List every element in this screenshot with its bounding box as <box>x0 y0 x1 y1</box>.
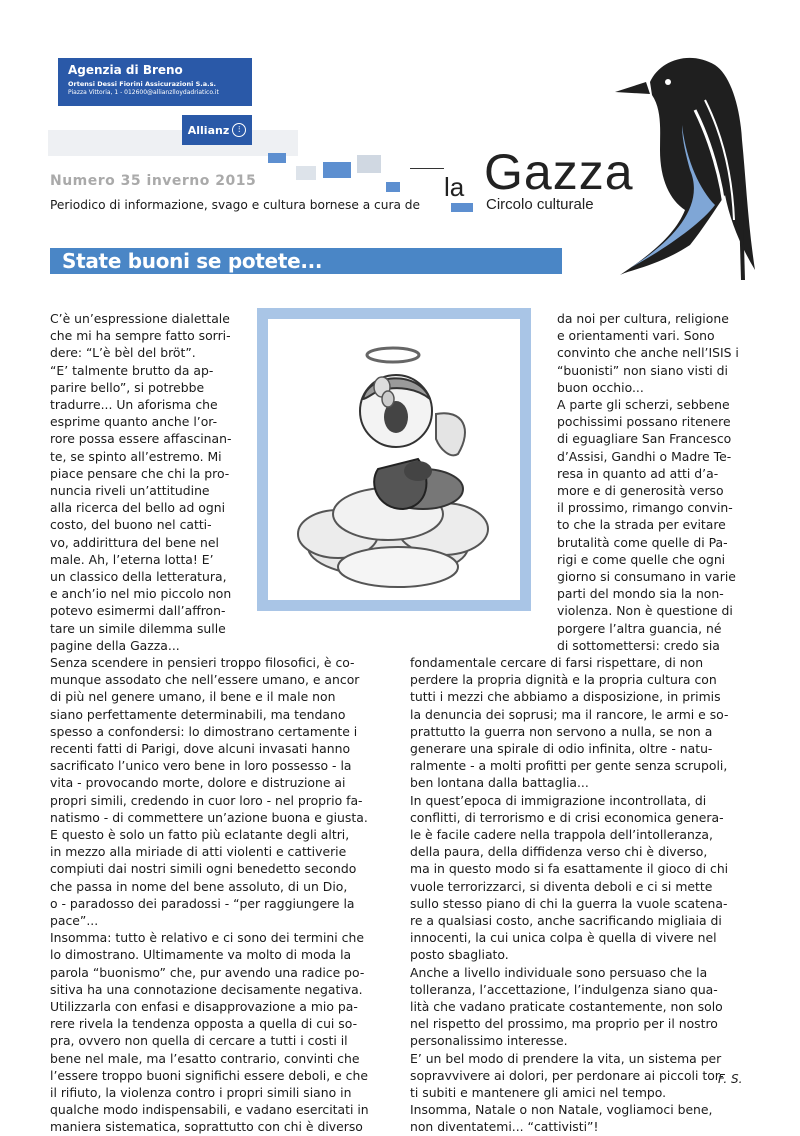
illustration-panel <box>268 319 520 600</box>
deco-square <box>296 166 316 180</box>
agency-company: Ortensi Dessi Fiorini Assicurazioni S.a.s. <box>68 80 216 88</box>
article-line: in mezzo alla miriade di atti violenti e cattiverie <box>50 844 347 860</box>
article-line: to che la strada per evitare <box>557 517 726 533</box>
deco-square <box>268 153 286 163</box>
article-line: parire bello”, si potrebbe <box>50 379 205 395</box>
article-line: compiuti dai nostri simili ogni benedetto secondo <box>50 861 357 877</box>
article-signature: F. S. <box>718 1072 743 1086</box>
article-line: Insomma, Natale o non Natale, vogliamoci bene, <box>410 1102 713 1118</box>
article-line: tutti i mezzi che abbiamo a disposizione, in primis <box>410 689 721 705</box>
issue-label: Numero 35 inverno 2015 <box>50 173 257 189</box>
article-line: vuole terrorizzarci, si diventa deboli e ci si mette <box>410 878 713 894</box>
article-line: posto sbagliato. <box>410 947 509 963</box>
illustration-frame <box>257 308 531 611</box>
allianz-logo <box>182 115 252 145</box>
article-line: “buonisti” non siano visti di <box>557 362 728 378</box>
article-line: Utilizzarla con enfasi e disapprovazione a mio pa- <box>50 999 358 1014</box>
masthead-la: la <box>444 172 465 202</box>
allianz-eagle-icon: ⫶ <box>232 123 246 137</box>
article-line: dere: “L’è bèl del bröt”. <box>50 345 196 361</box>
article-line: non diventatemi... “cattivisti”! <box>410 1119 599 1135</box>
article-line: propri simili, credendo in cuor loro - nel proprio fa- <box>50 792 363 808</box>
deco-square <box>357 155 381 173</box>
article-line: tolleranza, l’accettazione, l’indulgenza siano qua- <box>410 981 718 997</box>
article-line: violenza. Non è questione di <box>557 603 733 619</box>
article-line: “E’ talmente brutto da ap- <box>50 362 214 378</box>
masthead-tagline: Circolo culturale <box>486 196 594 213</box>
article-line: generare una spirale di odio infinita, oltre - natu- <box>410 741 713 756</box>
article-line: Anche a livello individuale sono persuaso che la <box>410 964 708 980</box>
article-line: C’è un’espressione dialettale <box>50 311 230 326</box>
angel-on-cloud-illustration <box>268 319 520 600</box>
article-line: esprime quanto anche l’or- <box>50 414 218 430</box>
article-line: male. Ah, l’eterna lotta! E’ <box>50 551 214 567</box>
periodical-subtitle: Periodico di informazione, svago e cultura bornese a cura de <box>50 198 421 212</box>
article-line: alla ricerca del bello ad ogni <box>50 500 226 516</box>
article-line: vo, addirittura del bene nel <box>50 534 219 550</box>
article-line: che passa in nome del bene assoluto, di un Dio, <box>50 878 348 894</box>
agency-strip <box>48 130 298 156</box>
article-line: natismo - di commettere un’azione buona e giusta. <box>50 809 368 825</box>
article-line: e orientamenti vari. Sono <box>557 328 715 344</box>
article-line: parola “buonismo” che, pur avendo una radice po- <box>50 964 365 980</box>
article-line: un classico della letteratura, <box>50 569 227 584</box>
article-line: E’ un bel modo di prendere la vita, un sistema per <box>410 1050 722 1066</box>
article-line: sullo stesso piano di chi la guerra la vuole scatena- <box>410 895 728 911</box>
article-line: sitiva ha una connotazione decisamente negativa. <box>50 981 363 997</box>
deco-square <box>386 182 400 192</box>
article-line: fondamentale cercare di farsi rispettare, di non <box>410 655 704 670</box>
magpie-bird-logo <box>590 30 760 280</box>
article-line: siano perfettamente determinabili, ma tendano <box>50 706 346 722</box>
article-line: pagine della Gazza... <box>50 637 180 653</box>
article-line: maniera sistematica, soprattutto con chi è diverso <box>50 1119 363 1135</box>
article-line: perdere la propria dignità e la propria cultura con <box>410 672 717 688</box>
article-line: d’Assisi, Gandhi o Madre Te- <box>557 448 732 464</box>
article-line: sacrificato l’unico vero bene in loro possesso - la <box>50 758 352 774</box>
article-line: potevo esimermi dall’affron- <box>50 603 226 619</box>
article-line: tradurre... Un aforisma che <box>50 397 218 412</box>
article-line: piace pensare che chi la pro- <box>50 465 230 481</box>
masthead-title: Gazza <box>484 144 634 200</box>
article-line: innocenti, la cui unica colpa è quella di vivere nel <box>410 930 717 946</box>
article-line: brutalità come quelle di Pa- <box>557 534 728 550</box>
article-line: E questo è solo un fatto più eclatante degli altri, <box>50 827 350 842</box>
allianz-label: Allianz <box>187 123 230 137</box>
deco-line <box>410 168 444 169</box>
article-line: lo dimostrano. Ultimamente va molto di moda la <box>50 947 352 963</box>
article-line: conflitti, di terrorismo e di crisi economica genera- <box>410 809 724 825</box>
article-line: A parte gli scherzi, sebbene <box>557 397 730 412</box>
article-line: nuncia riveli un’attitudine <box>50 483 210 498</box>
article-line: recenti fatti di Parigi, dove alcuni invasati hanno <box>50 741 351 756</box>
article-line: rore possa essere affascinan- <box>50 431 232 447</box>
article-line: tare un simile dilemma sulle <box>50 620 226 636</box>
article-line: della paura, della diffidenza verso chi è diverso, <box>410 844 708 860</box>
article-line: il prossimo, rimango convin- <box>557 500 733 516</box>
article-line: parti del mondo sia la non- <box>557 586 724 602</box>
article-line: porgere l’altra guancia, né <box>557 620 722 636</box>
article-line: giorno si consumano in varie <box>557 569 736 584</box>
article-line: bene nel male, ma l’esatto contrario, convinti che <box>50 1050 360 1066</box>
article-line: il rifiuto, la violenza contro i propri simili siano in <box>50 1085 352 1100</box>
article-line: convinto che anche nell’ISIS i <box>557 345 739 361</box>
article-line: rere rivela la tendenza opposta a quella di cui so- <box>50 1016 358 1032</box>
article-line: di sottomettersi: credo sia <box>557 637 720 653</box>
article-line: costo, del buono nel catti- <box>50 517 212 533</box>
article-line: more e di generosità verso <box>557 483 724 498</box>
article-line: lità che vadano praticate costantemente, non solo <box>410 999 723 1014</box>
article-line: di più nel genere umano, il bene e il male non <box>50 689 336 705</box>
article-line: la denuncia dei soprusi; ma il rancore, le armi e so- <box>410 706 729 722</box>
article-line: di eguagliare San Francesco <box>557 431 732 447</box>
article-line: le è facile cadere nella trappola dell’intolleranza, <box>410 827 713 842</box>
article-line: che mi ha sempre fatto sorri- <box>50 328 231 344</box>
article-line: ben lontana dalla battaglia... <box>410 775 589 791</box>
article-line: munque assodato che nell’essere umano, e ancor <box>50 672 360 688</box>
article-line: l’essere troppo buoni significhi essere deboli, e che <box>50 1067 368 1083</box>
article-line: nel rispetto del prossimo, ma proprio per il nostro <box>410 1016 718 1032</box>
article-line: vita - provocando morte, dolore e distruzione ai <box>50 775 346 791</box>
deco-square <box>451 203 473 212</box>
article-line: da noi per cultura, religione <box>557 311 729 326</box>
article-line: sopravvivere ai dolori, per perdonare ai piccoli tor- <box>410 1067 724 1083</box>
agency-address: Piazza Vittoria, 1 - 012600@allianzlloydadriatico.it <box>68 89 219 96</box>
article-line: ti subiti e mantenere gli amici nel tempo. <box>410 1085 667 1100</box>
article-line: personalissimo interesse. <box>410 1033 568 1049</box>
article-line: prattutto la guerra non servono a nulla, se non a <box>410 723 713 739</box>
article-line: ralmente - a molti profitti per gente senza scrupoli, <box>410 758 728 774</box>
article-line: ma in questo modo si fa esattamente il gioco di chi <box>410 861 729 877</box>
article-line: pra, ovvero non quella di cercare a tutti i costi il <box>50 1033 348 1049</box>
article-line: Senza scendere in pensieri troppo filosofici, è co- <box>50 655 355 670</box>
article-line: re a qualsiasi costo, anche sacrificando migliaia di <box>410 913 722 928</box>
article-title: State buoni se potete... <box>62 249 323 273</box>
article-line: o - paradosso dei paradossi - “per raggiungere la <box>50 895 355 911</box>
article-line: resa in quanto ad atti d’a- <box>557 465 719 481</box>
article-line: qualche modo indispensabili, e vadano esercitati in <box>50 1102 369 1118</box>
agency-box <box>58 58 252 106</box>
article-line: rigi e come quelle che ogni <box>557 551 726 567</box>
article-line: pochissimi possano ritenere <box>557 414 731 430</box>
deco-square <box>323 162 351 178</box>
article-line: e anch’io nel mio piccolo non <box>50 586 232 602</box>
article-line: te, se spinto all’estremo. Mi <box>50 448 222 464</box>
article-line: In quest’epoca di immigrazione incontrollata, di <box>410 792 707 808</box>
article-line: pace”... <box>50 913 99 928</box>
article-line: buon occhio... <box>557 379 644 395</box>
agency-name: Agenzia di Breno <box>68 63 183 77</box>
article-line: Insomma: tutto è relativo e ci sono dei termini che <box>50 930 364 946</box>
article-line: spesso a confondersi: lo dimostrano certamente i <box>50 723 358 739</box>
